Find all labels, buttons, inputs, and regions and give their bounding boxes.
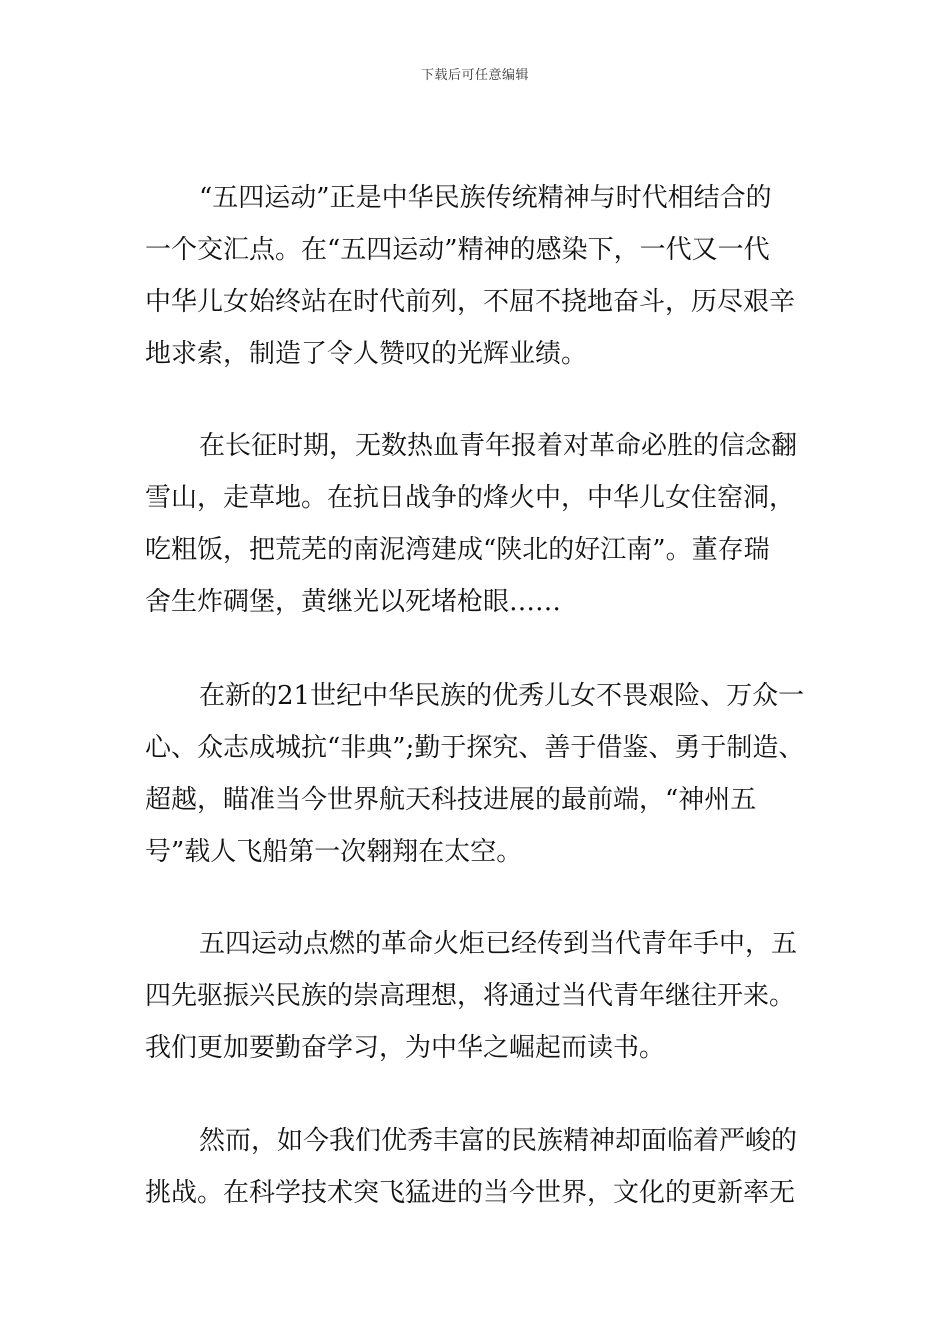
paragraph-4 — [145, 918, 835, 1074]
paragraph-line: 在长征时期，无数热血青年报着对革命必胜的信念翻 — [199, 431, 798, 461]
paragraph-1 — [145, 172, 835, 380]
paragraph-line: 雪山，走草地。在抗日战争的烽火中，中华儿女住窑洞， — [145, 483, 796, 513]
paragraph-line: 五四运动点燃的革命火炬已经传到当代青年手中，五 — [199, 929, 798, 959]
page-header: 下载后可任意编辑 — [420, 68, 529, 83]
paragraph-line: 地求索，制造了令人赞叹的光辉业绩。 — [145, 339, 588, 369]
paragraph-line: 超越，瞄准当今世界航天科技进展的最前端，“神州五 — [145, 785, 757, 815]
paragraph-line: 四先驱振兴民族的崇高理想，将通过当代青年继往开来。 — [145, 981, 796, 1011]
paragraph-2 — [145, 420, 835, 628]
paragraph-line: 舍生炸碉堡，黄继光以死堵枪眼…… — [145, 587, 562, 617]
paragraph-3 — [145, 670, 835, 878]
paragraph-line: 心、众志成城抗“非典”;勤于探究、善于借鉴、勇于制造、 — [145, 733, 805, 763]
paragraph-line: 号”载人飞船第一次翱翔在太空。 — [145, 837, 523, 867]
paragraph-5 — [145, 1115, 835, 1219]
paragraph-line: 挑战。在科学技术突飞猛进的当今世界，文化的更新率无 — [145, 1178, 796, 1208]
paragraph-line: 吃粗饭，把荒芜的南泥湾建成“陕北的好江南”。董存瑞 — [145, 535, 770, 565]
paragraph-line: 一个交汇点。在“五四运动”精神的感染下，一代又一代 — [145, 235, 770, 265]
paragraph-line: “五四运动”正是中华民族传统精神与时代相结合的 — [199, 183, 772, 213]
paragraph-line: 我们更加要勤奋学习，为中华之崛起而读书。 — [145, 1033, 666, 1063]
paragraph-line: 然而，如今我们优秀丰富的民族精神却面临着严峻的 — [199, 1126, 798, 1156]
paragraph-line: 中华儿女始终站在时代前列，不屈不挠地奋斗，历尽艰辛 — [145, 287, 796, 317]
paragraph-line: 在新的21世纪中华民族的优秀儿女不畏艰险、万众一 — [199, 681, 805, 711]
